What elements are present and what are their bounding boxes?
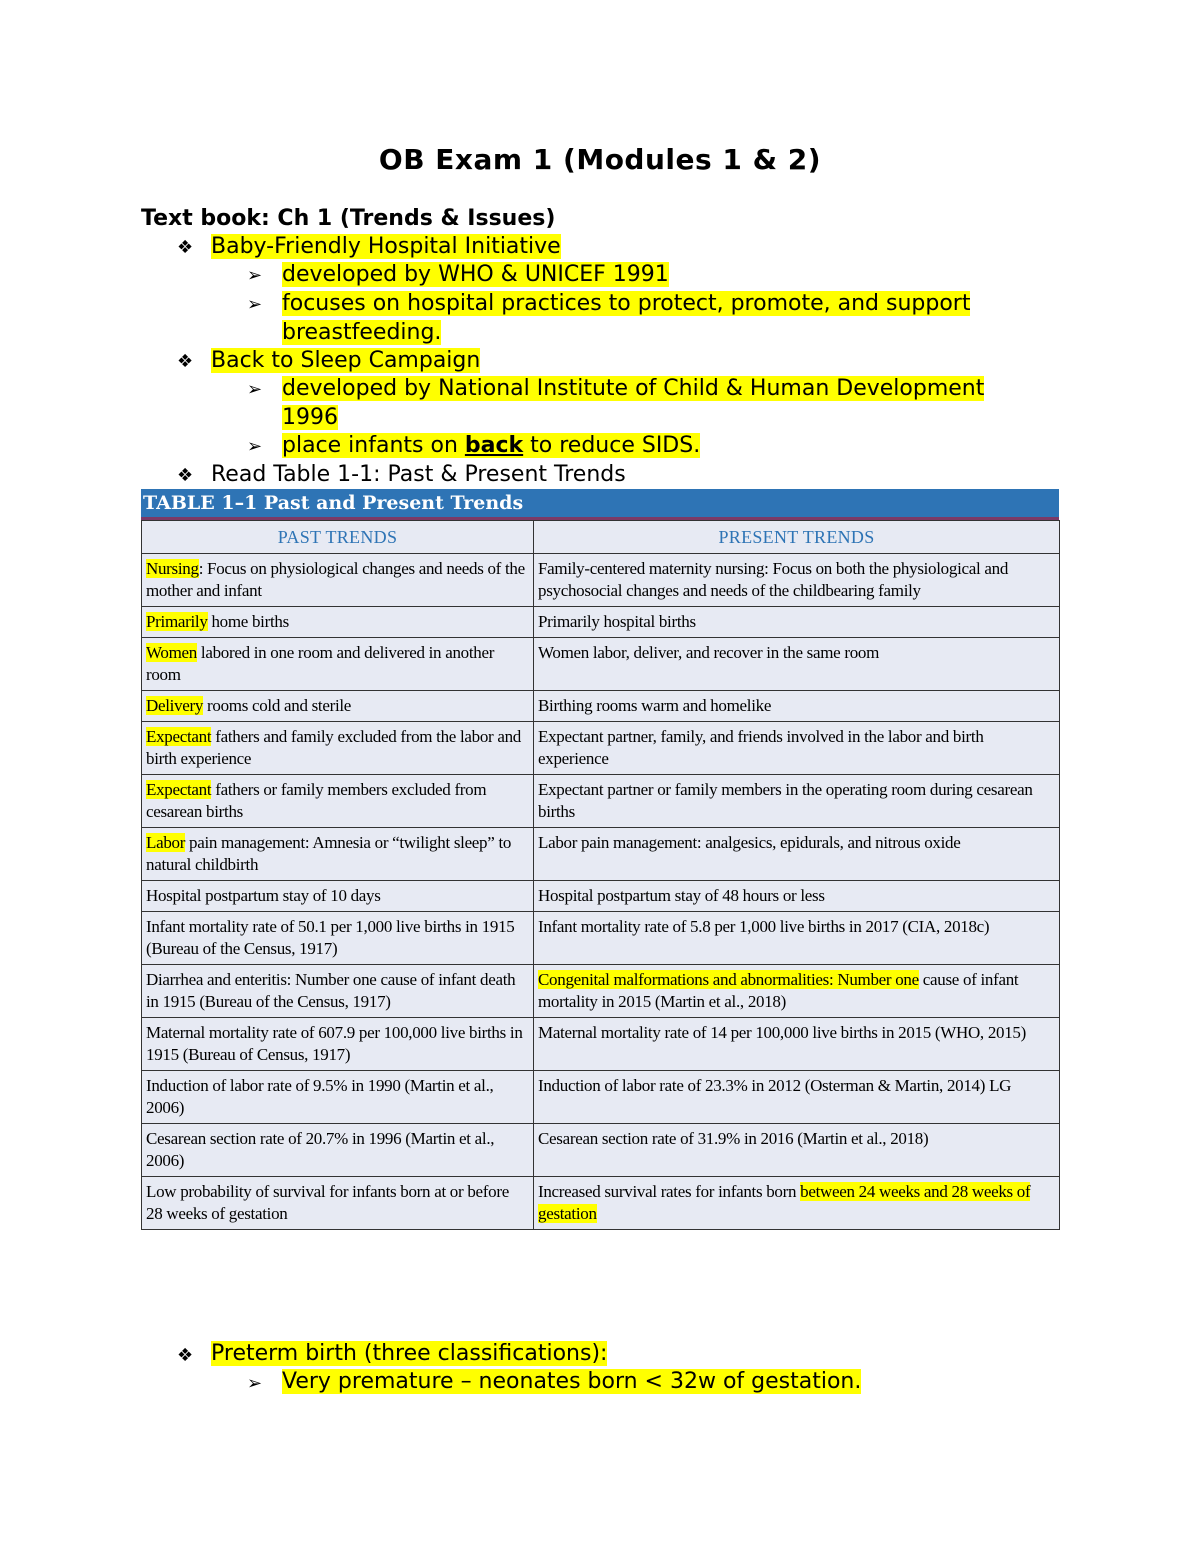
cell-text: Low probability of survival for infants born at or before 28 weeks of gestation xyxy=(146,1182,509,1223)
table-row xyxy=(142,912,1060,965)
cell-text: labored in one room and delivered in another room xyxy=(146,643,495,684)
table-row xyxy=(142,1124,1060,1177)
cell-text: pain management: Amnesia or “twilight sleep” to natural childbirth xyxy=(146,833,512,874)
table-row xyxy=(142,881,1060,912)
list-item: Read Table 1-1: Past & Present Trends xyxy=(211,462,626,487)
table-caption: TABLE 1–1 Past and Present Trends xyxy=(141,489,1059,520)
arrowhead-bullet-icon: ➢ xyxy=(247,294,263,315)
cell-text: Hospital postpartum stay of 10 days xyxy=(146,886,381,905)
page-title: OB Exam 1 (Modules 1 & 2) xyxy=(378,143,822,176)
list-item: place infants on back to reduce SIDS. xyxy=(282,433,701,458)
arrowhead-bullet-icon: ➢ xyxy=(247,265,263,286)
cell-text: Expectant partner or family members in the operating room during cesarean births xyxy=(538,780,1033,821)
list-item: Baby-Friendly Hospital Initiative xyxy=(211,234,561,259)
past-trend-cell xyxy=(142,881,534,912)
past-trend-cell xyxy=(142,965,534,1018)
cell-text: Hospital postpartum stay of 48 hours or less xyxy=(538,886,825,905)
present-trend-cell xyxy=(534,638,1060,691)
present-trend-cell xyxy=(534,881,1060,912)
table-row xyxy=(142,638,1060,691)
column-header-present: PRESENT TRENDS xyxy=(534,521,1060,554)
cell-text: Increased survival rates for infants born xyxy=(538,1182,801,1201)
table-row xyxy=(142,1018,1060,1071)
cell-text: Cesarean section rate of 20.7% in 1996 (Martin et al., 2006) xyxy=(146,1129,495,1170)
cell-text: Infant mortality rate of 5.8 per 1,000 live births in 2017 (CIA, 2018c) xyxy=(538,917,990,936)
cell-text: Cesarean section rate of 31.9% in 2016 (Martin et al., 2018) xyxy=(538,1129,929,1148)
table-row xyxy=(142,775,1060,828)
table-row xyxy=(142,1177,1060,1230)
cell-text: Maternal mortality rate of 14 per 100,000 live births in 2015 (WHO, 2015) xyxy=(538,1023,1026,1042)
past-trend-cell xyxy=(142,1018,534,1071)
past-trend-cell xyxy=(142,607,534,638)
present-trend-cell xyxy=(534,1018,1060,1071)
past-trend-cell xyxy=(142,1124,534,1177)
diamond-bullet-icon: ❖ xyxy=(177,465,194,486)
present-trend-cell xyxy=(534,912,1060,965)
cell-text: Family-centered maternity nursing: Focus on both the physiological and psychosocial changes and needs of the childbearing family xyxy=(538,559,1009,600)
list-item-continuation: 1996 xyxy=(282,405,338,430)
cell-text: Induction of labor rate of 9.5% in 1990 (Martin et al., 2006) xyxy=(146,1076,494,1117)
present-trend-cell xyxy=(534,554,1060,607)
highlighted-text: Primarily xyxy=(146,612,208,631)
table-row xyxy=(142,607,1060,638)
list-item: Preterm birth (three classifications): xyxy=(211,1341,608,1366)
table-row xyxy=(142,965,1060,1018)
cell-text: Maternal mortality rate of 607.9 per 100,000 live births in 1915 (Bureau of Census, 1917) xyxy=(146,1023,523,1064)
past-trend-cell xyxy=(142,1071,534,1124)
list-item-continuation: breastfeeding. xyxy=(282,320,442,345)
present-trend-cell xyxy=(534,828,1060,881)
highlighted-text: Delivery xyxy=(146,696,204,715)
diamond-bullet-icon: ❖ xyxy=(177,351,194,372)
highlighted-text: Labor xyxy=(146,833,186,852)
arrowhead-bullet-icon: ➢ xyxy=(247,1373,263,1394)
present-trend-cell xyxy=(534,607,1060,638)
cell-text: rooms cold and sterile xyxy=(203,696,352,715)
past-trend-cell xyxy=(142,912,534,965)
cell-text: cause of infant mortality in 2015 (Martin et al., 2018) xyxy=(538,970,1019,1011)
past-trend-cell xyxy=(142,722,534,775)
present-trend-cell xyxy=(534,965,1060,1018)
trends-table xyxy=(141,489,1059,1230)
list-item: developed by National Institute of Child & Human Development xyxy=(282,376,985,401)
cell-text: Expectant partner, family, and friends involved in the labor and birth experience xyxy=(538,727,984,768)
past-trend-cell xyxy=(142,554,534,607)
present-trend-cell xyxy=(534,1177,1060,1230)
arrowhead-bullet-icon: ➢ xyxy=(247,436,263,457)
cell-text: Primarily hospital births xyxy=(538,612,696,631)
table-row xyxy=(142,722,1060,775)
trends-grid xyxy=(141,520,1060,1230)
cell-text: Infant mortality rate of 50.1 per 1,000 live births in 1915 (Bureau of the Census, 1917) xyxy=(146,917,515,958)
table-row xyxy=(142,828,1060,881)
cell-text: Diarrhea and enteritis: Number one cause of infant death in 1915 (Bureau of the Census, 1917) xyxy=(146,970,516,1011)
diamond-bullet-icon: ❖ xyxy=(177,1345,194,1366)
highlighted-text: Expectant xyxy=(146,780,212,799)
list-item: developed by WHO & UNICEF 1991 xyxy=(282,262,669,287)
present-trend-cell xyxy=(534,1124,1060,1177)
diamond-bullet-icon: ❖ xyxy=(177,237,194,258)
arrowhead-bullet-icon: ➢ xyxy=(247,379,263,400)
highlighted-text: Congenital malformations and abnormalities: Number one xyxy=(538,970,919,989)
table-row xyxy=(142,554,1060,607)
cell-text: Labor pain management: analgesics, epidurals, and nitrous oxide xyxy=(538,833,961,852)
past-trend-cell xyxy=(142,775,534,828)
present-trend-cell xyxy=(534,1071,1060,1124)
table-header-row xyxy=(142,521,1060,554)
column-header-past: PAST TRENDS xyxy=(142,521,534,554)
past-trend-cell xyxy=(142,1177,534,1230)
present-trend-cell xyxy=(534,775,1060,828)
highlighted-text: between 24 weeks and 28 weeks of gestation xyxy=(538,1182,1031,1223)
list-item: focuses on hospital practices to protect, promote, and support xyxy=(282,291,971,316)
highlighted-text: Expectant xyxy=(146,727,212,746)
cell-text: fathers and family excluded from the labor and birth experience xyxy=(146,727,522,768)
cell-text: : Focus on physiological changes and needs of the mother and infant xyxy=(146,559,525,600)
table-row xyxy=(142,691,1060,722)
section-heading: Text book: Ch 1 (Trends & Issues) xyxy=(141,206,556,231)
past-trend-cell xyxy=(142,691,534,722)
cell-text: Birthing rooms warm and homelike xyxy=(538,696,772,715)
present-trend-cell xyxy=(534,722,1060,775)
present-trend-cell xyxy=(534,691,1060,722)
table-row xyxy=(142,1071,1060,1124)
past-trend-cell xyxy=(142,828,534,881)
list-item: Back to Sleep Campaign xyxy=(211,348,481,373)
highlighted-text: Nursing xyxy=(146,559,199,578)
cell-text: home births xyxy=(207,612,289,631)
past-trend-cell xyxy=(142,638,534,691)
cell-text: Women labor, deliver, and recover in the same room xyxy=(538,643,880,662)
list-item: Very premature – neonates born < 32w of gestation. xyxy=(282,1369,862,1394)
cell-text: fathers or family members excluded from cesarean births xyxy=(146,780,487,821)
cell-text: Induction of labor rate of 23.3% in 2012 (Osterman & Martin, 2014) LG xyxy=(538,1076,1012,1095)
highlighted-text: Women xyxy=(146,643,197,662)
